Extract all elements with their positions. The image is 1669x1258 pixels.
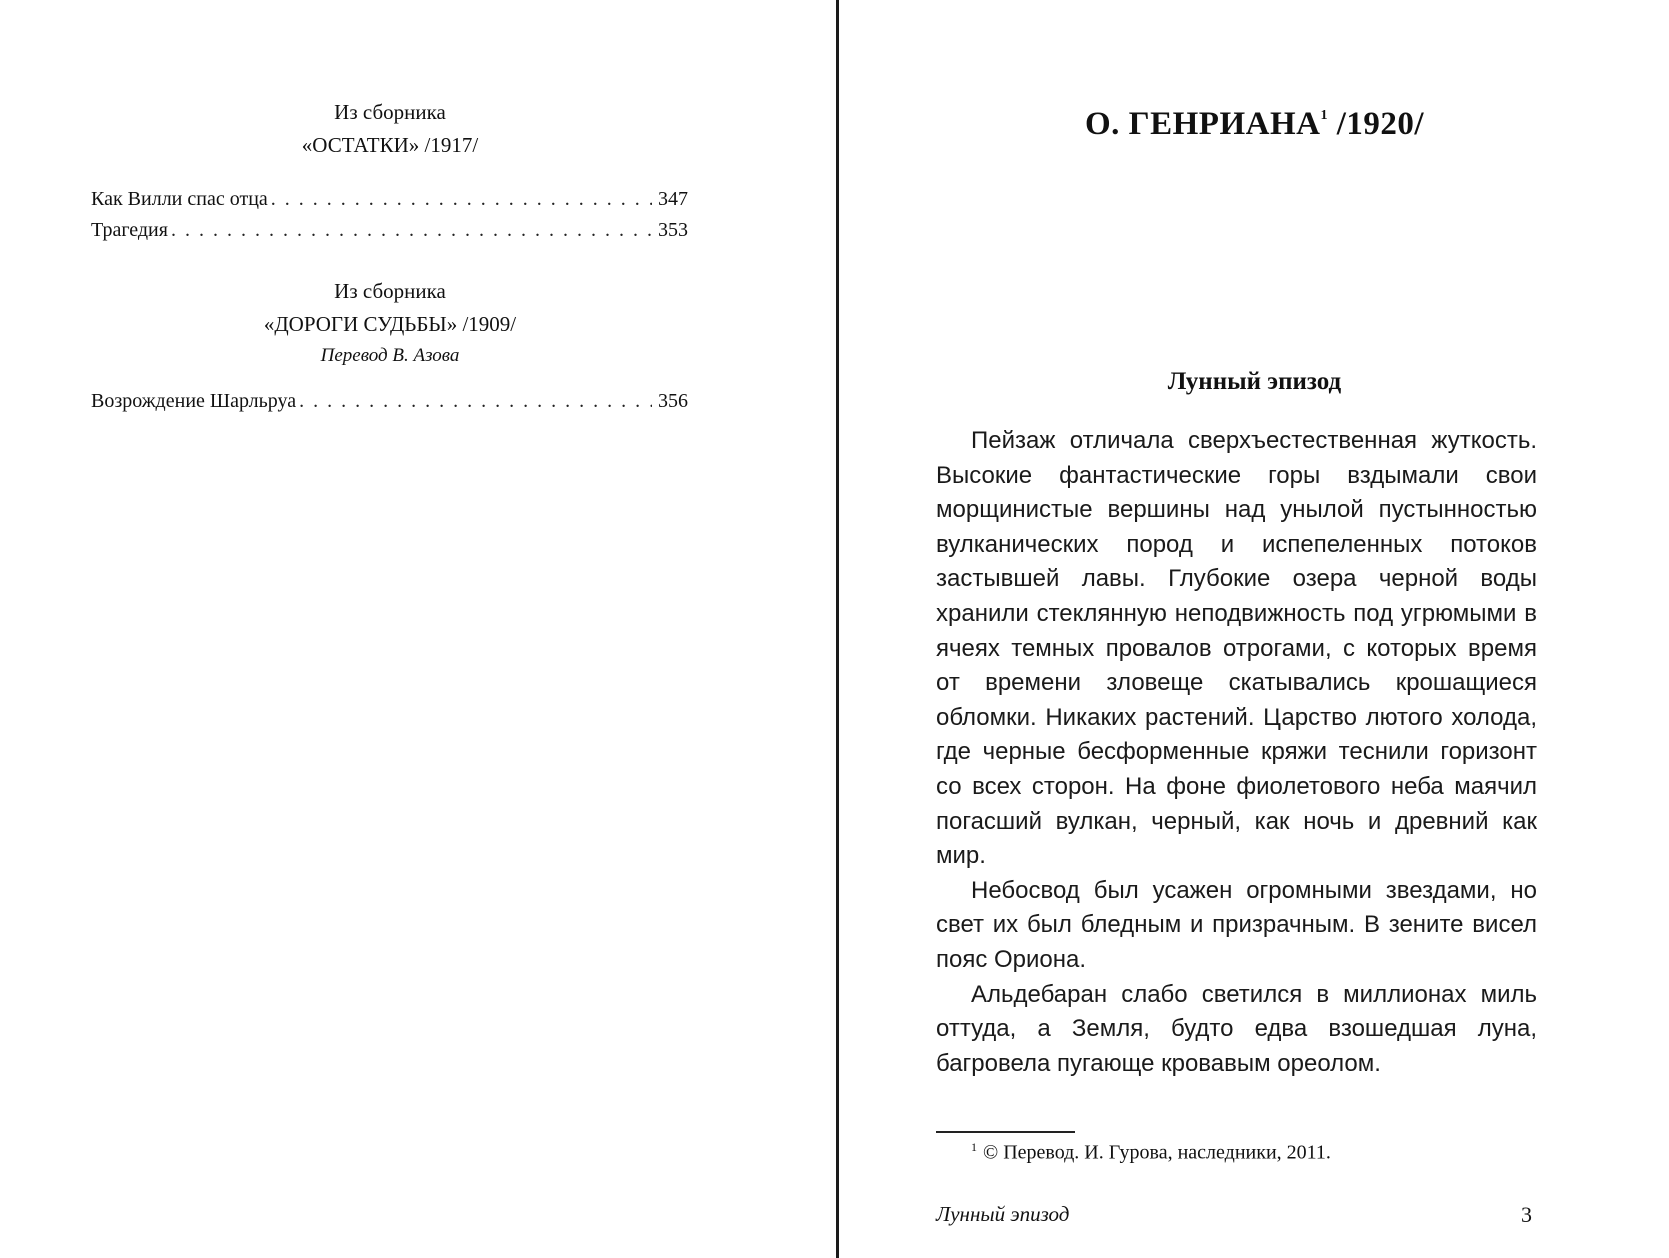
toc-entry-page: 347 (658, 188, 688, 210)
toc-dot-leader (299, 390, 652, 413)
story-body (936, 424, 1537, 1081)
author-year: /1920/ (1327, 106, 1425, 142)
book-spine-divider (836, 0, 839, 1258)
footnote-reference[interactable]: 1 (1320, 108, 1328, 123)
story-title: Лунный эпизод (1167, 368, 1342, 395)
paragraph: Альдебаран слабо светился в миллионах миль оттуда, а Земля, будто едва взошедшая луна, багровела пугающе кровавым ореолом. (936, 980, 1537, 1077)
collection-translator: Перевод В. Азова (320, 345, 460, 366)
toc-entry-title: Трагедия (91, 219, 168, 241)
collection-title: «ДОРОГИ СУДЬБЫ» /1909/ (263, 312, 517, 336)
toc-entry[interactable] (91, 188, 688, 211)
footnote-marker: 1 (971, 1140, 977, 1154)
toc-entry-page: 356 (658, 390, 688, 412)
toc-entry[interactable] (91, 219, 688, 242)
footnote-separator (936, 1131, 1075, 1133)
author-heading (840, 106, 1669, 143)
running-title: Лунный эпизод (936, 1202, 1070, 1226)
paragraph: Небосвод был усажен огромными звездами, но свет их был бледным и призрачным. В зените висел пояс Ориона. (936, 876, 1537, 973)
footnote (971, 1140, 1331, 1165)
toc-entry-page: 353 (658, 219, 688, 241)
author-heading-text: О. ГЕНРИАНА (1084, 106, 1321, 142)
toc-entry-title: Как Вилли спас отца (91, 188, 268, 210)
toc-entry-title: Возрождение Шарльруа (91, 390, 297, 412)
collection-caption: Из сборника (334, 100, 446, 124)
collection-caption: Из сборника (334, 279, 446, 303)
page-number: 3 (1521, 1202, 1532, 1227)
toc-entry[interactable] (91, 390, 688, 413)
right-page (840, 0, 1669, 1258)
toc-dot-leader (171, 219, 652, 242)
collection-title: «ОСТАТКИ» /1917/ (301, 133, 479, 157)
paragraph: Пейзаж отличала сверхъестественная жуткость. Высокие фантастические горы вздымали свои морщинистые вершины над унылой пустынностью вулканических пород и испепеленных потоков застывшей лавы. Глубокие озера черной воды хранили стеклянную неподвижность под угрюмыми в ячеях темных провалов отрогами, с которых время от времени зловеще скатывались крошащиеся обломки. Никаких растений. Царство лютого холода, где черные бесформенные кряжи теснили горизонт со всех сторон. На фоне фиолетового неба маячил погасший вулкан, черный, как ночь и древний как мир. (936, 427, 1537, 870)
toc-dot-leader (271, 188, 652, 211)
footnote-text: © Перевод. И. Гурова, наследники, 2011. (983, 1141, 1331, 1164)
